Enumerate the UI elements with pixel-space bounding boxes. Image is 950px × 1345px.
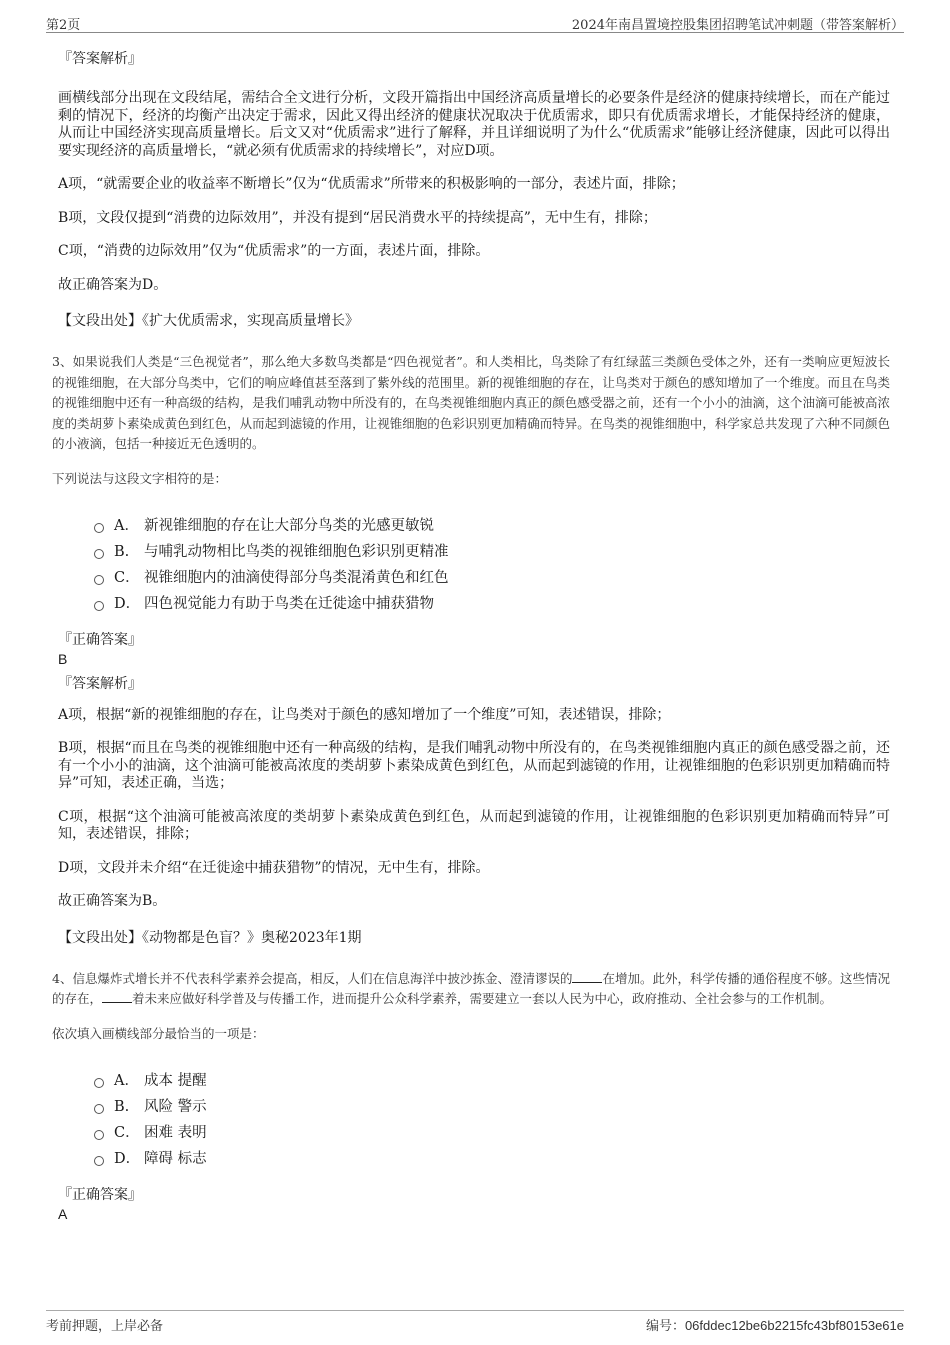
question-4-stem: 4、信息爆炸式增长并不代表科学素养会提高，相反，人们在信息海洋中披沙拣金、澄清谬误的 在增加。此外，科学传播的通俗程度不够。这些情况的存在， 着未来应做好科学普及与传播工作，进而提升公众科学素养，需要建立一套以人民为中心，政府推动、全社会参与的工作机制。 — [52, 970, 890, 1006]
analysis-option-a: A项，根据“新的视锥细胞的存在，让鸟类对于颜色的感知增加了一个维度”可知，表述错误，排除； — [58, 706, 671, 723]
option-a[interactable]: A． 新视锥细胞的存在让大部分鸟类的光感更敏锐 — [94, 513, 890, 539]
analysis-option-b: B项，根据“而且在鸟类的视锥细胞中还有一种高级的结构，是我们哺乳动物中所没有的，在鸟类视锥细胞内真正的颜色感受器之前，还有一个小小的油滴，这个油滴可能被高浓度的类胡萝卜素染成黄色到红色，从而起到滤镜的作用，让视锥细胞的色彩识别更加精确而特异”可知，表述正确，当选； — [58, 740, 890, 791]
question-3-stem: 3、如果说我们人类是“三色视觉者”，那么绝大多数鸟类都是“四色视觉者”。和人类相比，鸟类除了有红绿蓝三类颜色受体之外，还有一类响应更短波长的视锥细胞，在大部分鸟类中，它们的响应峰值甚至落到了紫外线的范围里。新的视锥细胞的存在，让鸟类对于颜色的感知增加了一个维度。而且在鸟类的视锥细胞中还有一种高级的结构，是我们哺乳动物中所没有的，在鸟类视锥细胞内真正的颜色感受器之前，还有一个小小的油滴，这个油滴可能被高浓度的类胡萝卜素染成黄色到红色，从而起到滤镜的作用，让视锥细胞的色彩识别更加精确而特异。在鸟类的视锥细胞中，科学家总共发现了六种不同颜色的小液滴，包括一种接近无色透明的。 — [52, 354, 890, 451]
analysis-option-c: C项，“消费的边际效用”仅为“优质需求”的一方面，表述片面，排除。 — [58, 243, 490, 259]
page-header — [46, 12, 904, 33]
question-4-prompt: 依次填入画横线部分最恰当的一项是： — [52, 1025, 265, 1041]
radio-icon[interactable] — [94, 601, 104, 611]
radio-icon[interactable] — [94, 1130, 104, 1140]
analysis-conclusion: 故正确答案为B。 — [58, 893, 167, 909]
option-c[interactable]: C． 困难 表明 — [94, 1120, 890, 1146]
source-citation: 【文段出处】《扩大优质需求，实现高质量增长》 — [58, 313, 359, 329]
correct-answer: A — [58, 1205, 68, 1222]
analysis-label: 『答案解析』 — [58, 675, 142, 692]
footer-slogan: 考前押题，上岸必备 — [46, 1319, 164, 1334]
correct-answer: B — [58, 650, 68, 667]
option-b[interactable]: B. 与哺乳动物相比鸟类的视锥细胞色彩识别更精准 — [94, 539, 890, 565]
correct-answer-label: 『正确答案』 — [58, 1186, 142, 1203]
question-3-prompt: 下列说法与这段文字相符的是： — [52, 470, 228, 486]
radio-icon[interactable] — [94, 1104, 104, 1114]
radio-icon[interactable] — [94, 549, 104, 559]
radio-icon[interactable] — [94, 575, 104, 585]
analysis-paragraph: 画横线部分出现在文段结尾，需结合全文进行分析，文段开篇指出中国经济高质量增长的必要条件是经济的健康持续增长，而在产能过剩的情况下，经济的均衡产出决定于需求，因此又得出经济的健康状况取决于优质需求，即只有优质需求增长，才能保持经济的健康，从而让中国经济实现高质量增长。后文又对“优质需求”进行了解释，并且详细说明了为什么“优质需求”能够让经济健康，因此可以得出要实现经济的高质量增长，“就必须有优质需求的持续增长”，对应D项。 — [58, 90, 890, 159]
question-4-options — [94, 1068, 890, 1172]
radio-icon[interactable] — [94, 1156, 104, 1166]
option-d[interactable]: D． 四色视觉能力有助于鸟类在迁徙途中捕获猎物 — [94, 591, 890, 617]
source-citation: 【文段出处】《动物都是色盲？》奥秘2023年1期 — [58, 929, 362, 946]
analysis-option-c: C项，根据“这个油滴可能被高浓度的类胡萝卜素染成黄色到红色，从而起到滤镜的作用，让视锥细胞的色彩识别更加精确而特异”可知，表述错误，排除； — [58, 808, 890, 842]
analysis-conclusion: 故正确答案为D。 — [58, 276, 168, 293]
option-b[interactable]: B. 风险 警示 — [94, 1094, 890, 1120]
radio-icon[interactable] — [94, 523, 104, 533]
blank-2 — [102, 992, 132, 1003]
question-3-options — [94, 513, 890, 617]
analysis-label: 『答案解析』 — [58, 51, 142, 67]
correct-answer-label: 『正确答案』 — [58, 631, 142, 648]
analysis-option-d: D项，文段并未介绍“在迁徙途中捕获猎物”的情况，无中生有，排除。 — [58, 859, 490, 876]
option-c[interactable]: C． 视锥细胞内的油滴使得部分鸟类混淆黄色和红色 — [94, 565, 890, 591]
document-title: 2024年南昌置境控股集团招聘笔试冲刺题（带答案解析） — [571, 18, 904, 33]
option-a[interactable]: A． 成本 提醒 — [94, 1068, 890, 1094]
page-footer — [46, 1310, 904, 1337]
blank-1 — [572, 972, 602, 983]
page-number: 第2页 — [46, 18, 81, 33]
document-code: 编号：06fddec12be6b2215fc43bf80153e61e — [645, 1318, 904, 1333]
radio-icon[interactable] — [94, 1078, 104, 1088]
analysis-option-a: A项，“就需要企业的收益率不断增长”仅为“优质需求”所带来的积极影响的一部分，表述片面，排除； — [58, 176, 685, 192]
option-d[interactable]: D． 障碍 标志 — [94, 1146, 890, 1172]
analysis-option-b: B项，文段仅提到“消费的边际效用”，并没有提到“居民消费水平的持续提高”，无中生有，排除； — [58, 209, 657, 226]
page-content — [52, 42, 890, 1228]
